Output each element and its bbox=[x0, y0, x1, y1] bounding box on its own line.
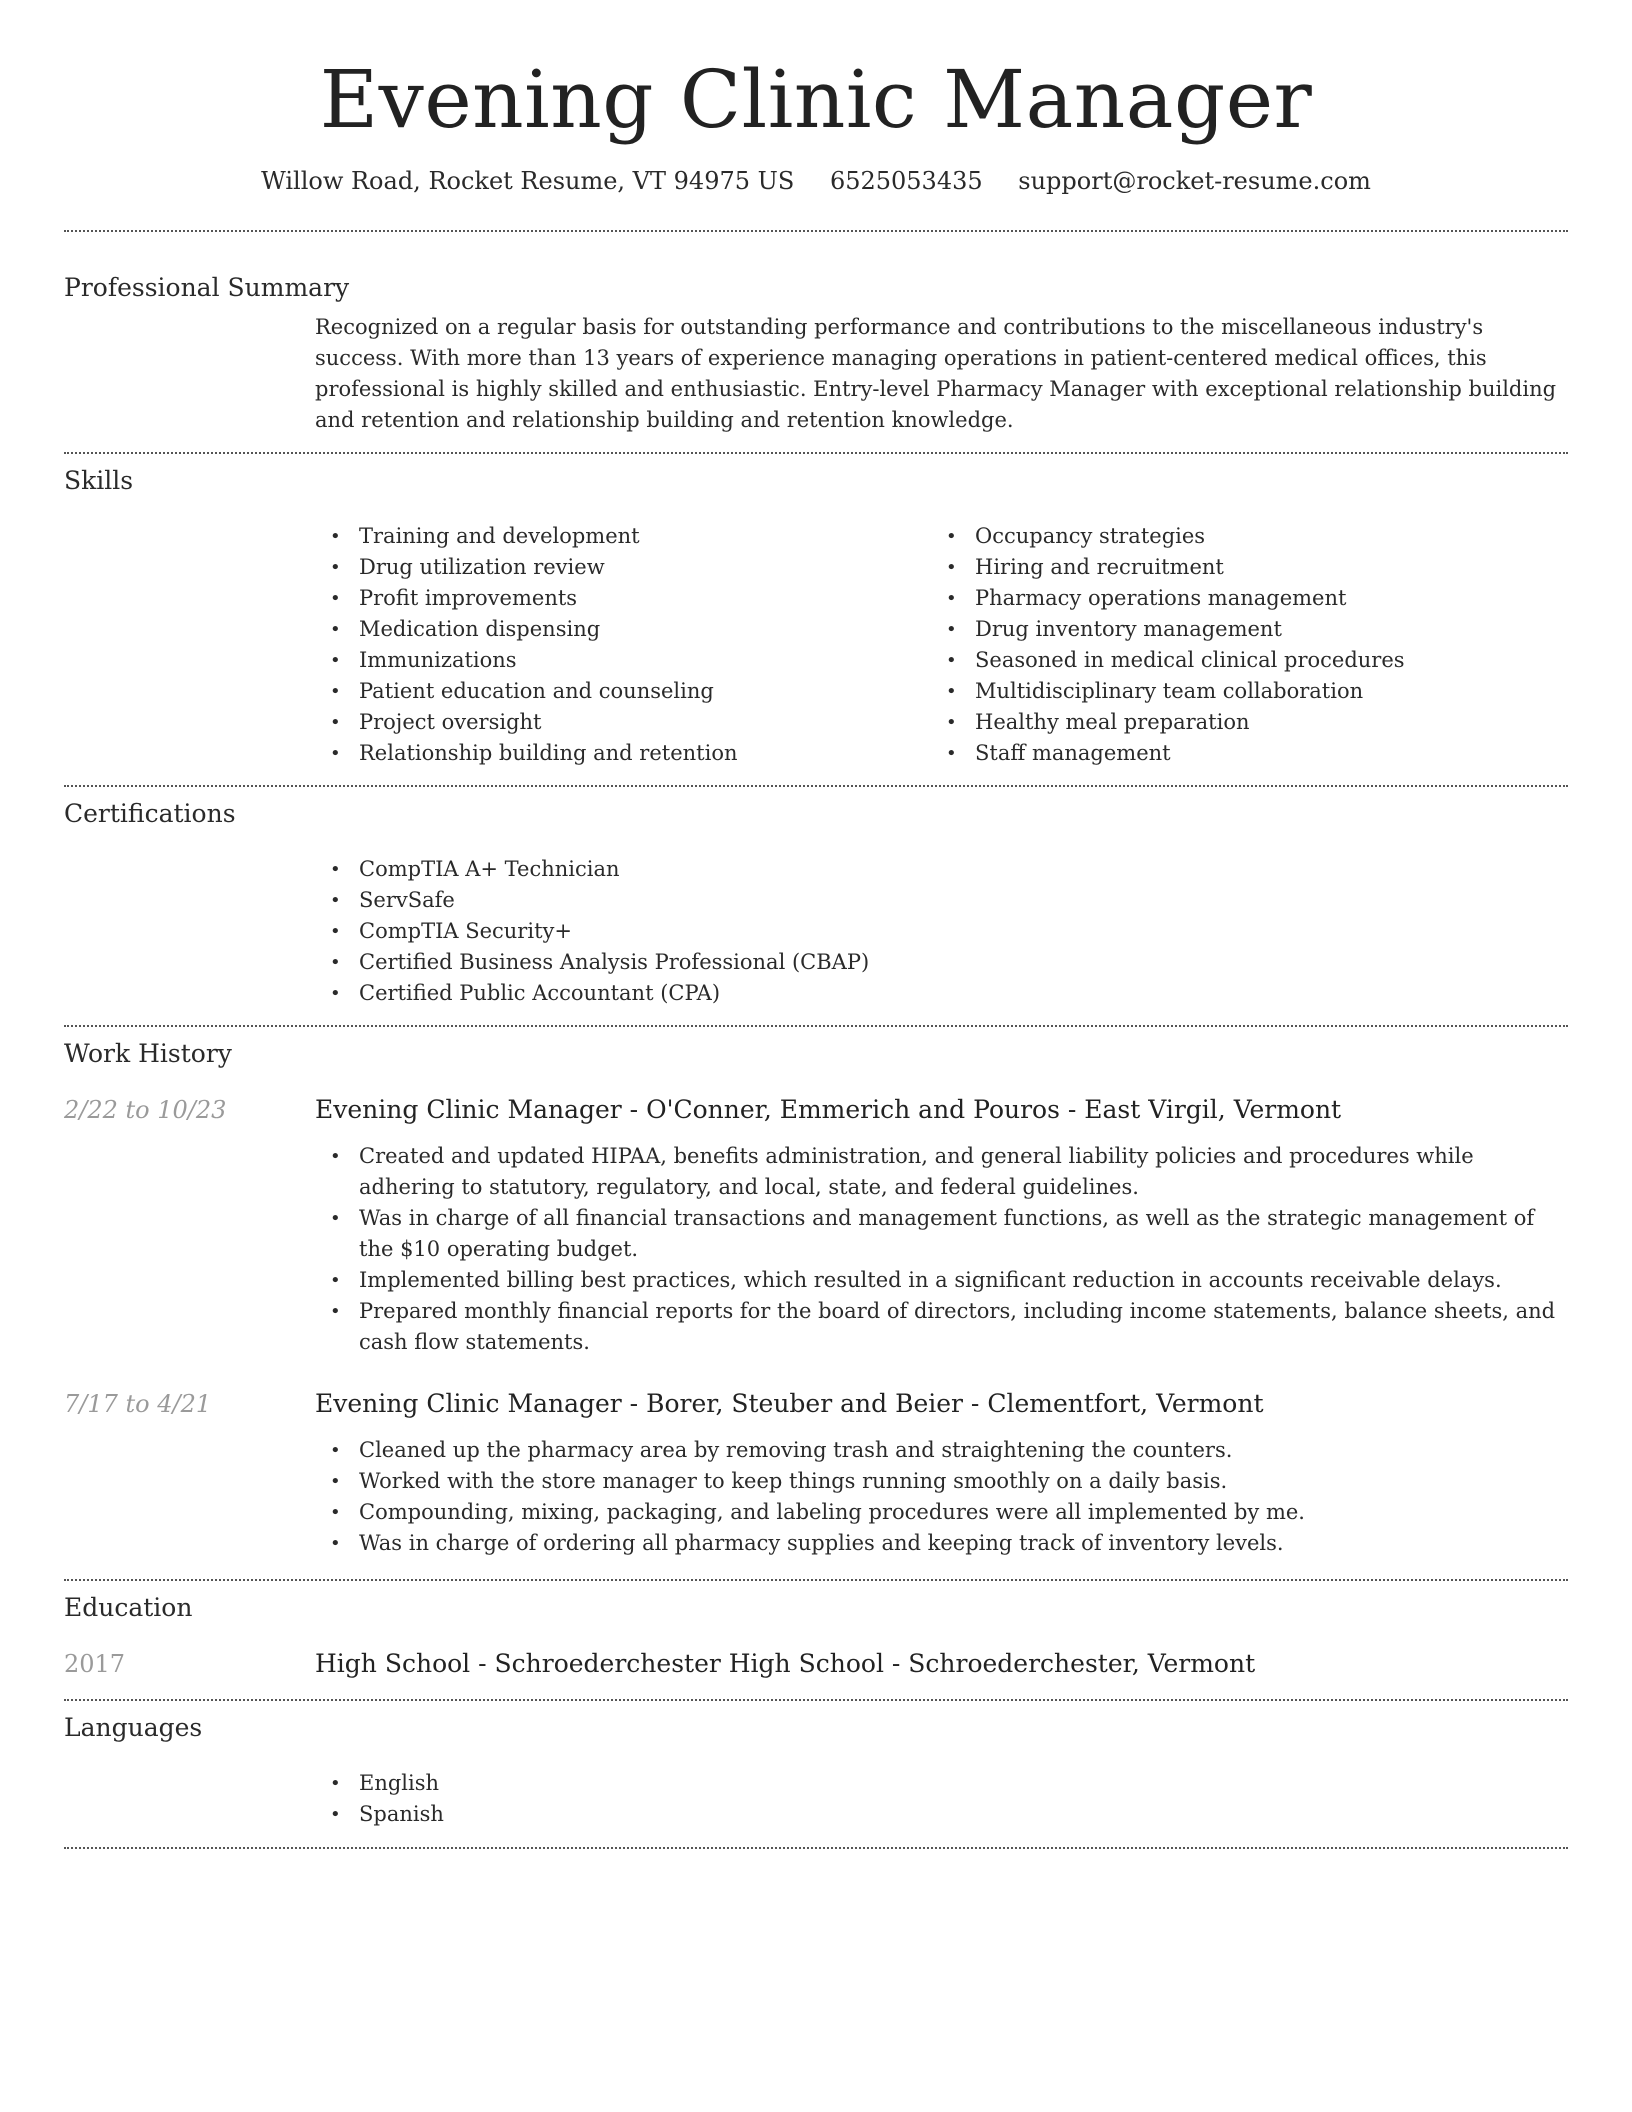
job-dates: 7/17 to 4/21 bbox=[64, 1390, 212, 1418]
job-details bbox=[315, 1388, 1568, 1559]
skill-item: • Hiring and recruitment bbox=[931, 552, 1547, 583]
skill-item: • Drug utilization review bbox=[315, 552, 931, 583]
section-title-summary: Professional Summary bbox=[64, 273, 350, 302]
contact-phone: 6525053435 bbox=[829, 167, 983, 195]
skill-item: • Profit improvements bbox=[315, 583, 931, 614]
section-summary bbox=[64, 232, 1568, 436]
certification-item: • CompTIA Security+ bbox=[315, 916, 1568, 947]
certification-item: • CompTIA A+ Technician bbox=[315, 854, 1568, 885]
job-bullet: • Created and updated HIPAA, benefits administration, and general liability policies and procedures while adhering to statutory, regulatory, and local, state, and federal guidelines. bbox=[315, 1141, 1568, 1203]
skills-column-left bbox=[315, 521, 931, 769]
summary-text: Recognized on a regular basis for outstanding performance and contributions to the miscellaneous industry's success. With more than 13 years of experience managing operations in patient-centered medical offices, this professional is highly skilled and enthusiastic. Entry-level Pharmacy Manager with exceptional relationship building and retention and relationship building and retention knowledge. bbox=[315, 315, 1557, 432]
skills-list-right bbox=[931, 521, 1547, 769]
job-bullet: • Was in charge of all financial transactions and management functions, as well as the strategic management of the $10 operating budget. bbox=[315, 1203, 1568, 1265]
job-heading: Evening Clinic Manager - O'Conner, Emmerich and Pouros - East Virgil, Vermont bbox=[315, 1095, 1342, 1124]
section-education bbox=[64, 1581, 1568, 1680]
languages-body bbox=[315, 1768, 1568, 1830]
section-title-languages: Languages bbox=[64, 1713, 203, 1742]
skills-column-right bbox=[931, 521, 1547, 769]
skill-item: • Immunizations bbox=[315, 645, 931, 676]
job-bullet: • Implemented billing best practices, which resulted in a significant reduction in accounts receivable delays. bbox=[315, 1265, 1568, 1296]
job-dates: 2/22 to 10/23 bbox=[64, 1096, 227, 1124]
languages-list bbox=[315, 1768, 1568, 1830]
certifications-list bbox=[315, 854, 1568, 1009]
job-entry bbox=[64, 1094, 1568, 1358]
resume-page bbox=[64, 0, 1568, 1849]
skills-columns bbox=[315, 521, 1568, 769]
section-title-education: Education bbox=[64, 1593, 193, 1622]
contact-line bbox=[64, 166, 1568, 196]
education-heading: High School - Schroederchester High School - Schroederchester, Vermont bbox=[315, 1649, 1256, 1678]
section-languages bbox=[64, 1701, 1568, 1830]
job-details bbox=[315, 1094, 1568, 1358]
certification-item: • Certified Public Accountant (CPA) bbox=[315, 978, 1568, 1009]
education-entry bbox=[64, 1648, 1568, 1680]
job-bullets bbox=[315, 1435, 1568, 1559]
skill-item: • Pharmacy operations management bbox=[931, 583, 1547, 614]
job-heading: Evening Clinic Manager - Borer, Steuber and Beier - Clementfort, Vermont bbox=[315, 1389, 1264, 1418]
skill-item: • Seasoned in medical clinical procedures bbox=[931, 645, 1547, 676]
skill-item: • Training and development bbox=[315, 521, 931, 552]
skill-item: • Occupancy strategies bbox=[931, 521, 1547, 552]
contact-email: support@rocket-resume.com bbox=[1018, 167, 1371, 195]
summary-body bbox=[315, 312, 1568, 436]
section-skills bbox=[64, 454, 1568, 769]
section-title-work: Work History bbox=[64, 1039, 232, 1068]
job-bullet: • Worked with the store manager to keep things running smoothly on a daily basis. bbox=[315, 1466, 1568, 1497]
skill-item: • Patient education and counseling bbox=[315, 676, 931, 707]
section-certifications bbox=[64, 787, 1568, 1009]
divider bbox=[64, 1847, 1568, 1849]
skills-list-left bbox=[315, 521, 931, 769]
skill-item: • Healthy meal preparation bbox=[931, 707, 1547, 738]
section-work-history bbox=[64, 1027, 1568, 1559]
resume-name: Evening Clinic Manager bbox=[319, 53, 1313, 146]
skill-item: • Drug inventory management bbox=[931, 614, 1547, 645]
education-details bbox=[315, 1648, 1568, 1680]
job-bullet: • Prepared monthly financial reports for the board of directors, including income statements, balance sheets, and cash flow statements. bbox=[315, 1296, 1568, 1358]
section-title-certifications: Certifications bbox=[64, 799, 236, 828]
contact-address: Willow Road, Rocket Resume, VT 94975 US bbox=[261, 167, 795, 195]
job-entry bbox=[64, 1388, 1568, 1559]
job-bullet: • Was in charge of ordering all pharmacy supplies and keeping track of inventory levels. bbox=[315, 1528, 1568, 1559]
skill-item: • Relationship building and retention bbox=[315, 738, 931, 769]
language-item: • Spanish bbox=[315, 1799, 1568, 1830]
section-title-skills: Skills bbox=[64, 466, 134, 495]
job-bullet: • Compounding, mixing, packaging, and labeling procedures were all implemented by me. bbox=[315, 1497, 1568, 1528]
certification-item: • ServSafe bbox=[315, 885, 1568, 916]
skill-item: • Medication dispensing bbox=[315, 614, 931, 645]
skill-item: • Multidisciplinary team collaboration bbox=[931, 676, 1547, 707]
job-bullet: • Cleaned up the pharmacy area by removing trash and straightening the counters. bbox=[315, 1435, 1568, 1466]
skill-item: • Project oversight bbox=[315, 707, 931, 738]
skill-item: • Staff management bbox=[931, 738, 1547, 769]
certification-item: • Certified Business Analysis Professional (CBAP) bbox=[315, 947, 1568, 978]
education-year: 2017 bbox=[64, 1650, 126, 1678]
job-bullets bbox=[315, 1141, 1568, 1358]
language-item: • English bbox=[315, 1768, 1568, 1799]
certifications-body bbox=[315, 854, 1568, 1009]
